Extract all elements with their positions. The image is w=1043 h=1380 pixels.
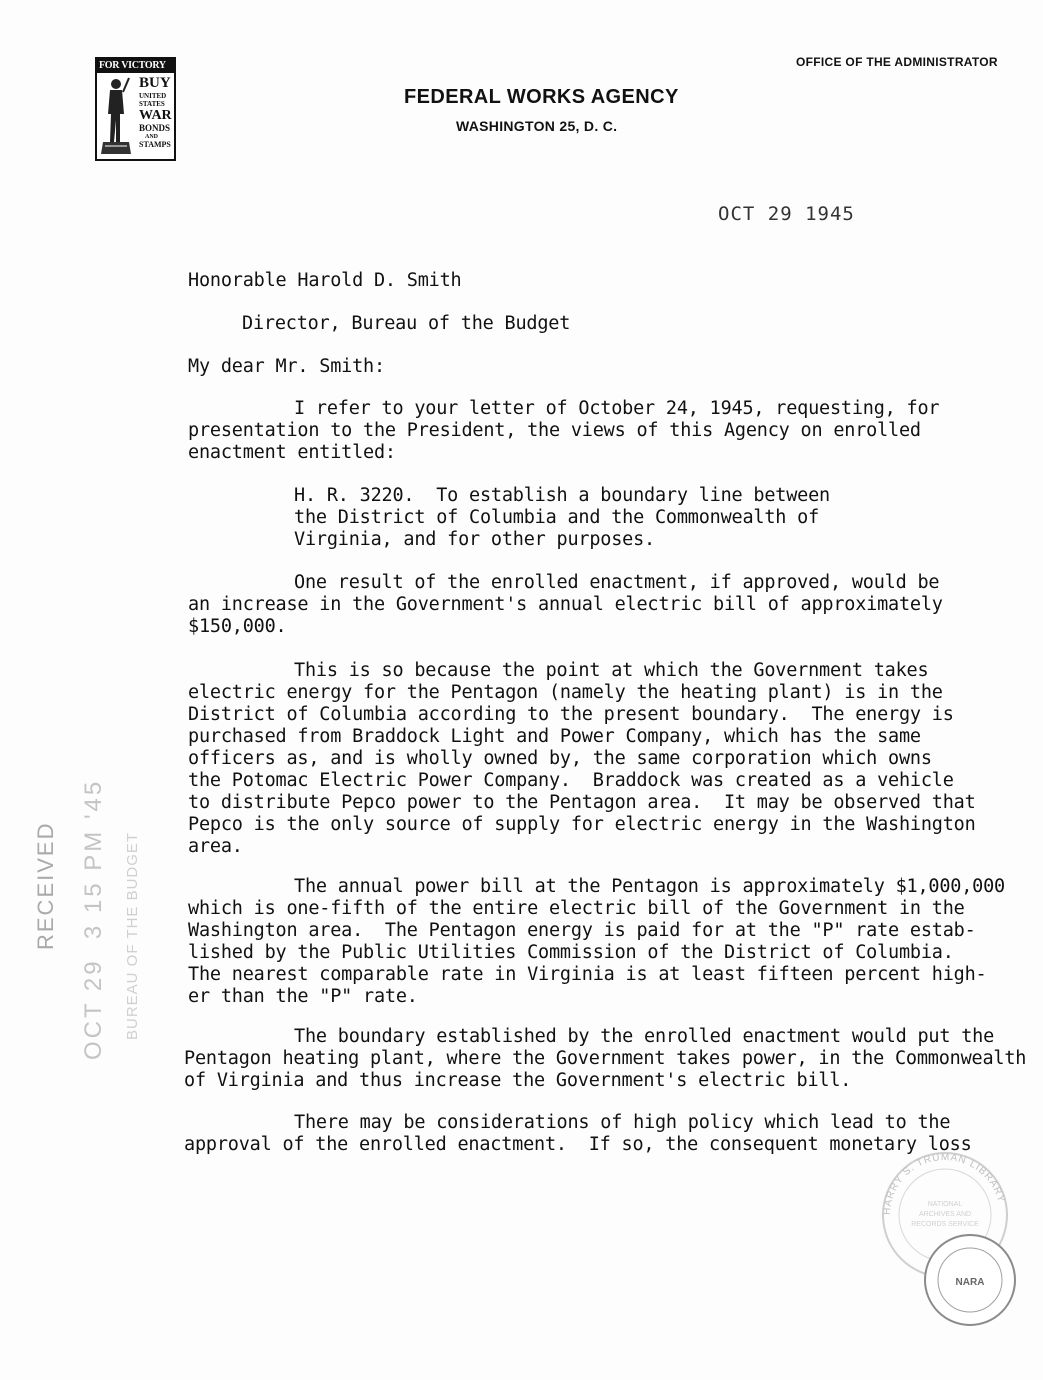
paragraph-line: Pepco is the only source of supply for electric energy in the Washington (188, 814, 976, 835)
paragraph-line: There may be considerations of high policy which lead to the (294, 1112, 951, 1133)
paragraph-line: Washington area. The Pentagon energy is paid for at the "P" rate estab- (188, 920, 976, 941)
agency-name: FEDERAL WORKS AGENCY (404, 86, 679, 108)
paragraph-line: the Potomac Electric Power Company. Braddock was created as a vehicle (188, 770, 954, 791)
bill-line: the District of Columbia and the Commonwealth of (294, 507, 820, 528)
paragraph-line: enactment entitled: (188, 442, 396, 463)
minuteman-icon (99, 74, 133, 156)
received-stamp-bureau: BUREAU OF THE BUDGET (124, 831, 141, 1040)
svg-text:RECORDS SERVICE: RECORDS SERVICE (911, 1221, 979, 1228)
paragraph-line: The boundary established by the enrolled enactment would put the (294, 1026, 995, 1047)
poster-stamps: STAMPS (139, 140, 171, 149)
paragraph-line: electric energy for the Pentagon (namely the heating plant) is in the (188, 682, 943, 703)
library-seal-icon (870, 1140, 1020, 1330)
paragraph-line: officers as, and is wholly owned by, the same corporation which owns (188, 748, 932, 769)
paragraph-line: purchased from Braddock Light and Power Company, which has the same (188, 726, 921, 747)
paragraph-line: approval of the enrolled enactment. If so, the consequent monetary loss (184, 1134, 972, 1155)
paragraph-line: I refer to your letter of October 24, 1945, requesting, for (294, 398, 940, 419)
poster-states: STATES (139, 100, 165, 108)
paragraph-line: One result of the enrolled enactment, if approved, would be (294, 572, 940, 593)
bill-line: Virginia, and for other purposes. (294, 529, 655, 550)
paragraph-line: of Virginia and thus increase the Government's electric bill. (184, 1070, 852, 1091)
received-stamp-date: OCT 29 3 15 PM '45 (80, 778, 107, 1060)
poster-buy: BUY (139, 75, 171, 91)
svg-text:NATIONAL: NATIONAL (927, 1201, 963, 1208)
paragraph-line: The nearest comparable rate in Virginia is at least fifteen percent high- (188, 964, 987, 985)
poster-bonds: BONDS (139, 123, 171, 133)
paragraph-line: lished by the Public Utilities Commission of the District of Columbia. (188, 942, 954, 963)
paragraph-line: area. (188, 836, 243, 857)
poster-title: FOR VICTORY (99, 60, 166, 71)
svg-text:NARA: NARA (955, 1277, 985, 1288)
war-bonds-poster (95, 57, 176, 161)
svg-text:ARCHIVES AND: ARCHIVES AND (918, 1211, 972, 1218)
paragraph-line: $150,000. (188, 616, 287, 637)
salutation: My dear Mr. Smith: (188, 356, 385, 377)
paragraph-line: which is one-fifth of the entire electric bill of the Government in the (188, 898, 965, 919)
paragraph-line: District of Columbia according to the present boundary. The energy is (188, 704, 954, 725)
recipient-name: Honorable Harold D. Smith (188, 270, 462, 291)
agency-address: WASHINGTON 25, D. C. (456, 118, 618, 134)
paragraph-line: This is so because the point at which the Government takes (294, 660, 929, 681)
paragraph-line: an increase in the Government's annual electric bill of approximately (188, 594, 943, 615)
paragraph-line: presentation to the President, the views of this Agency on enrolled (188, 420, 921, 441)
svg-text:HARRY S. TRUMAN LIBRARY: HARRY S. TRUMAN LIBRARY (881, 1151, 1007, 1216)
paragraph-line: Pentagon heating plant, where the Government takes power, in the Commonwealth (184, 1048, 1027, 1069)
poster-united: UNITED (139, 92, 167, 100)
bill-line: H. R. 3220. To establish a boundary line between (294, 485, 830, 506)
paragraph-line: The annual power bill at the Pentagon is approximately $1,000,000 (294, 876, 1005, 897)
poster-and: AND (145, 134, 158, 140)
date-stamp: OCT 29 1945 (718, 203, 855, 225)
poster-war: WAR (139, 108, 172, 123)
received-stamp-label: RECEIVED (33, 821, 58, 950)
recipient-title: Director, Bureau of the Budget (242, 313, 571, 334)
paragraph-line: er than the "P" rate. (188, 986, 418, 1007)
poster-title-band (97, 59, 174, 73)
office-line: OFFICE OF THE ADMINISTRATOR (796, 55, 998, 69)
paragraph-line: to distribute Pepco power to the Pentagon area. It may be observed that (188, 792, 976, 813)
